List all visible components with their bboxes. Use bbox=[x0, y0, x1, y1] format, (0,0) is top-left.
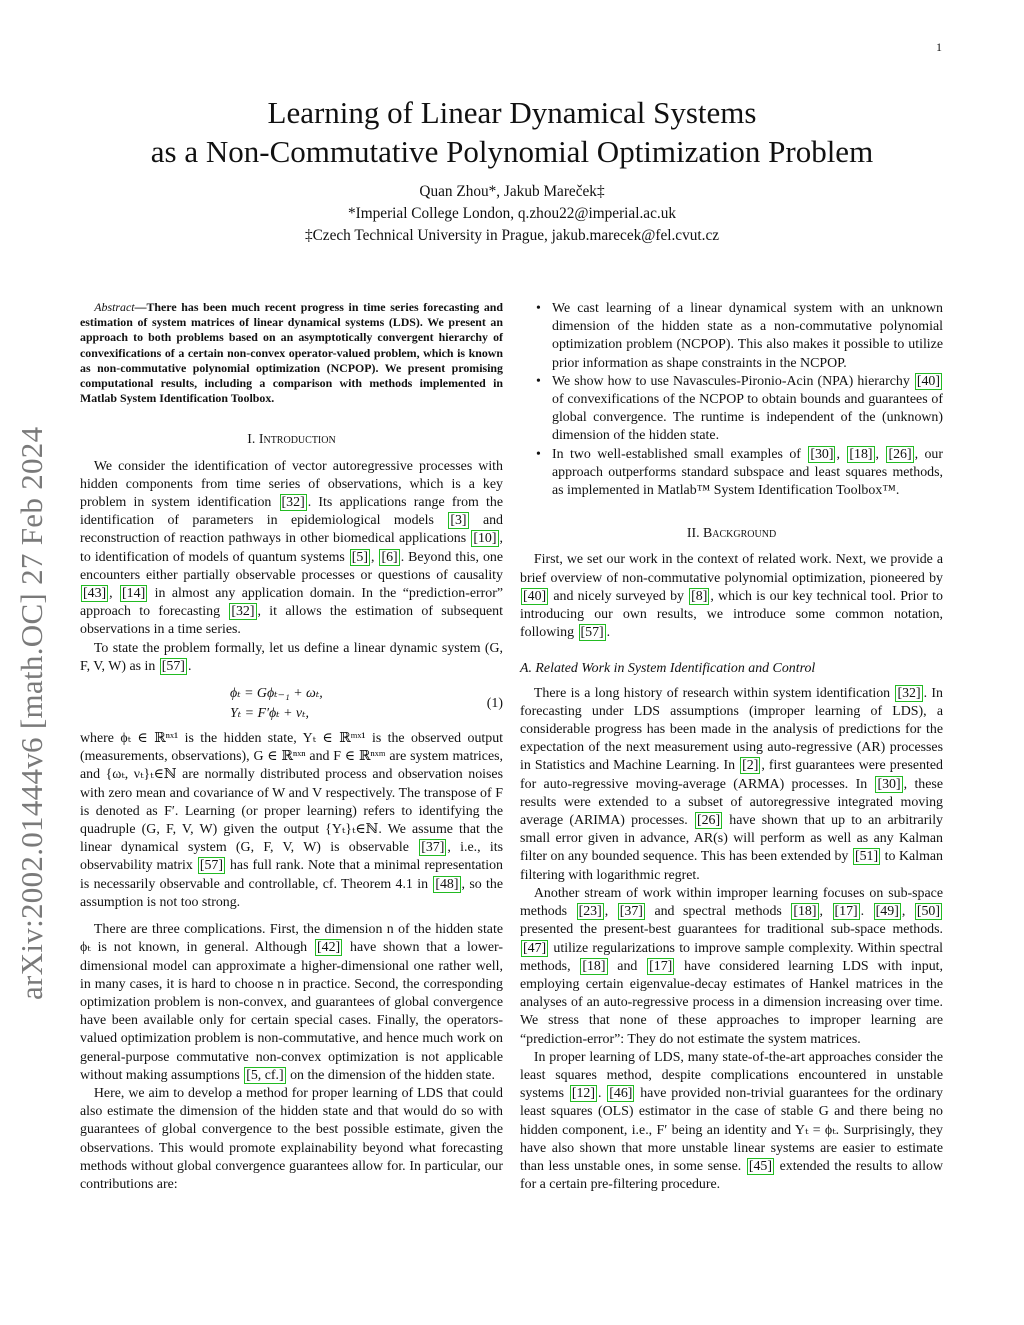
related-paragraph-1: There is a long history of research within system identification [32] . In forecasting under LDS assumptions (improper learning of LDS), a considerable progress has been made in the analysis of predictions for the expectation of the next measurement using auto-regressive (AR) processes in Statistics and Machine Learning. In [2] , first guarantees were presented for auto-regressive moving-average (ARMA) processes. In [30] , these results were extended to a subset of autoregressive integrated moving average (ARIMA) processes. [26] have shown that up to an arbitrarily small error given in advance, AR(s) will perform as well as any Kalman filter on any bounded sequence. This has been extended by [51] to Kalman filtering with logarithmic regret. bbox=[520, 685, 943, 883]
citation-link[interactable]: [32] bbox=[897, 685, 921, 701]
citation-link[interactable]: [2] bbox=[742, 758, 759, 774]
citation-link[interactable]: [5] bbox=[351, 549, 368, 565]
intro-paragraph-3: where ϕₜ ∈ ℝⁿˣ¹ is the hidden state, Yₜ ∈ ℝᵐˣ¹ is the observed output (measurements, observations), G ∈ ℝⁿˣⁿ and F ∈ ℝⁿˣᵐ are system matrices, and {ωₜ, νₜ}ₜ∈ℕ are normally distributed process and observation noises with zero mean and covariance of W and V respectively. The transpose of F is denoted as F′. Learning (or proper learning) refers to identifying the quadruple (G, F, V, W) given the output {Yₜ}ₜ∈ℕ. We assume that the linear dynamical system (G, F, V, W) is observable [37] , i.e., its observability matrix [57] has full rank. Note that a minimal representation is necessarily observable and controllable, cf. Theorem 4.1 in [48] , so the assumption is not too strong. bbox=[80, 731, 503, 910]
citation-link[interactable]: [32] bbox=[281, 495, 305, 511]
citation-link[interactable]: [10] bbox=[473, 531, 497, 547]
contribution-item: • We show how to use Navascules-Pironio-Acin (NPA) hierarchy [40] of convexifications of the NCPOP to obtain bounds and guarantees of global convergence. The runtime is independent of the (unknown) dimension of the hidden state. bbox=[520, 373, 943, 446]
citation-link[interactable]: [57] bbox=[161, 658, 185, 674]
abstract-text: —There has been much recent progress in time series forecasting and estimation of system matrices of linear dynamical systems (LDS). We present an approach to both problems based on an asymptotically convergent hierarchy of convexifications of a certain non-convex operator-valued problem, which is known as non-commutative polynomial optimization (NCPOP). We present promising computational results, including a comparison with methods implemented in Matlab System Identification Toolbox. bbox=[80, 300, 503, 406]
citation-link[interactable]: [30] bbox=[810, 446, 834, 462]
citation-link[interactable]: [17] bbox=[649, 958, 673, 974]
abstract bbox=[80, 300, 503, 406]
subsection-heading-related-work: A. Related Work in System Identification and Control bbox=[520, 661, 816, 677]
abstract-label: Abstract bbox=[94, 300, 135, 314]
citation-link[interactable]: [17] bbox=[834, 904, 858, 920]
section-heading-background: II. Background bbox=[686, 526, 777, 542]
citation-link[interactable]: [45] bbox=[748, 1158, 772, 1174]
citation-link[interactable]: [12] bbox=[571, 1086, 595, 1102]
equation-1 bbox=[80, 684, 503, 724]
contribution-item: • In two well-established small examples of [30] , [18] , [26] , our approach outperforms standard subspace and least squares methods, as implemented in Matlab™ System Identification Toolbox™. bbox=[520, 446, 943, 501]
citation-link[interactable]: [37] bbox=[619, 904, 643, 920]
citation-link[interactable]: [57] bbox=[199, 858, 223, 874]
equation-line-1: ϕₜ = Gϕₜ₋₁ + ωₜ, bbox=[230, 686, 323, 702]
citation-link[interactable]: [47] bbox=[523, 940, 547, 956]
citation-link[interactable]: [18] bbox=[849, 446, 873, 462]
intro-paragraph-5: Here, we aim to develop a method for proper learning of LDS that could also estimate the dimension of the hidden state and that would do so with guarantees of global convergence to the best possible estimate, given the observations. This would promote explainability beyond what forecasting methods without global convergence guarantees allow for. In particular, our contributions are: bbox=[80, 1085, 503, 1192]
citation-link[interactable]: [3] bbox=[450, 513, 467, 529]
citation-link[interactable]: [23] bbox=[578, 904, 602, 920]
right-column bbox=[520, 300, 943, 1194]
author-names: Quan Zhou*, Jakub Mareček‡ bbox=[419, 183, 605, 200]
left-column bbox=[80, 300, 503, 1194]
title-line-1: Learning of Linear Dynamical Systems bbox=[267, 95, 757, 130]
intro-paragraph-4: There are three complications. First, the dimension n of the hidden state ϕₜ is not known, in general. Although [42] have shown that a lower-dimensional model can approximate a higher-dimensional one rather well, in many cases, it is hard to choose n in practice. Second, the corresponding optimization problem is non-convex, and guarantees of global convergence have been available only for certain special cases. Finally, the operators-valued optimization problem is non-commutative, and hence much work on general-purpose commutative non-convex optimization is not applicable without making assumptions [5, cf.] on the dimension of the hidden state. bbox=[80, 922, 503, 1083]
citation-link[interactable]: [5, cf.] bbox=[246, 1067, 284, 1083]
citation-link[interactable]: [37] bbox=[421, 840, 445, 856]
citation-link[interactable]: [50] bbox=[916, 904, 940, 920]
intro-paragraph-1: We consider the identification of vector autoregressive processes with hidden components from time series of observations, which is a key problem in system identification [32] . Its applications range from the identification of parameters in epidemiological models [3] and reconstruction of reaction pathways in other biomedical applications [10] , to identification of models of quantum systems [5] , [6] . Beyond this, one encounters either partially observable processes or questions of causality [43] , [14] in almost any application domain. In the “prediction-error” approach to forecasting [32] , it allows the estimation of subsequent observations in a time series. bbox=[80, 458, 503, 638]
citation-link[interactable]: [57] bbox=[580, 625, 604, 641]
citation-link[interactable]: [8] bbox=[691, 588, 708, 604]
paper-title bbox=[80, 93, 944, 171]
citation-link[interactable]: [40] bbox=[916, 373, 940, 389]
citation-link[interactable]: [14] bbox=[122, 586, 146, 602]
citation-link[interactable]: [46] bbox=[609, 1086, 633, 1102]
citation-link[interactable]: [30] bbox=[877, 776, 901, 792]
citation-link[interactable]: [43] bbox=[83, 586, 107, 602]
contributions-list bbox=[520, 300, 943, 500]
related-paragraph-3: In proper learning of LDS, many state-of-the-art approaches consider the least squares method, despite complications encountered in unstable systems [12] . [46] have provided non-trivial guarantees for the ordinary least squares (OLS) estimator in the case of stable G and there being no hidden component, i.e., F′ being an identity and Yₜ = ϕₜ. Surprisingly, they have also shown that more unstable linear systems are easier to estimate than less unstable ones, in some sense. [45] extended the results to allow for a certain pre-filtering procedure. bbox=[520, 1049, 943, 1193]
equation-line-2: Yₜ = F′ϕₜ + νₜ, bbox=[230, 706, 309, 722]
citation-link[interactable]: [32] bbox=[231, 604, 255, 620]
arxiv-identifier: arXiv:2002.01444v6 [math.OC] 27 Feb 2024 bbox=[14, 426, 49, 1000]
contribution-item: • We cast learning of a linear dynamical system with an unknown dimension of the hidden state as a non-commutative polynomial optimization problem (NCPOP). This also makes it possible to utilize prior information as shape constraints in the NCPOP. bbox=[520, 300, 943, 373]
intro-paragraph-2: To state the problem formally, let us define a linear dynamic system (G, F, V, W) as in [57] . bbox=[80, 640, 503, 674]
citation-link[interactable]: [49] bbox=[875, 904, 899, 920]
author-block bbox=[80, 181, 944, 247]
equation-number: (1) bbox=[486, 695, 503, 711]
background-paragraph-1: First, we set our work in the context of related work. Next, we provide a brief overview of non-commutative polynomial optimization, pioneered by [40] and nicely surveyed by [8] , which is our key technical tool. Prior to introducing our own results, we introduce some common notation, following [57] . bbox=[520, 552, 943, 641]
citation-link[interactable]: [42] bbox=[317, 940, 341, 956]
affiliation-ctu: ‡Czech Technical University in Prague, jakub.marecek@fel.cvut.cz bbox=[304, 227, 720, 244]
citation-link[interactable]: [26] bbox=[888, 446, 912, 462]
citation-link[interactable]: [40] bbox=[523, 588, 547, 604]
related-paragraph-2: Another stream of work within improper learning focuses on sub-space methods [23] , [37] and spectral methods [18] , [17] . [49] , [50] presented the present-best guarantees for traditional sub-space methods. [47] utilize regularizations to improve sample complexity. Within spectral methods, [18] and [17] have considered learning LDS with input, employing certain eigenvalue-decay estimates of Hankel matrices in the analyses of an auto-regressive process in a dimension increasing over time. We stress that none of these approaches to improper learning are “prediction-error”: They do not estimate the system matrices. bbox=[520, 885, 943, 1047]
title-line-2: as a Non-Commutative Polynomial Optimization Problem bbox=[150, 134, 874, 169]
affiliation-imperial: *Imperial College London, q.zhou22@imperial.ac.uk bbox=[347, 205, 676, 222]
citation-link[interactable]: [51] bbox=[854, 849, 879, 865]
section-heading-introduction: I. Introduction bbox=[247, 432, 336, 448]
page-number: 1 bbox=[936, 40, 942, 54]
citation-link[interactable]: [6] bbox=[381, 549, 398, 565]
citation-link[interactable]: [18] bbox=[793, 904, 817, 920]
citation-link[interactable]: [26] bbox=[696, 813, 721, 829]
citation-link[interactable]: [18] bbox=[582, 958, 606, 974]
citation-link[interactable]: [48] bbox=[435, 876, 459, 892]
